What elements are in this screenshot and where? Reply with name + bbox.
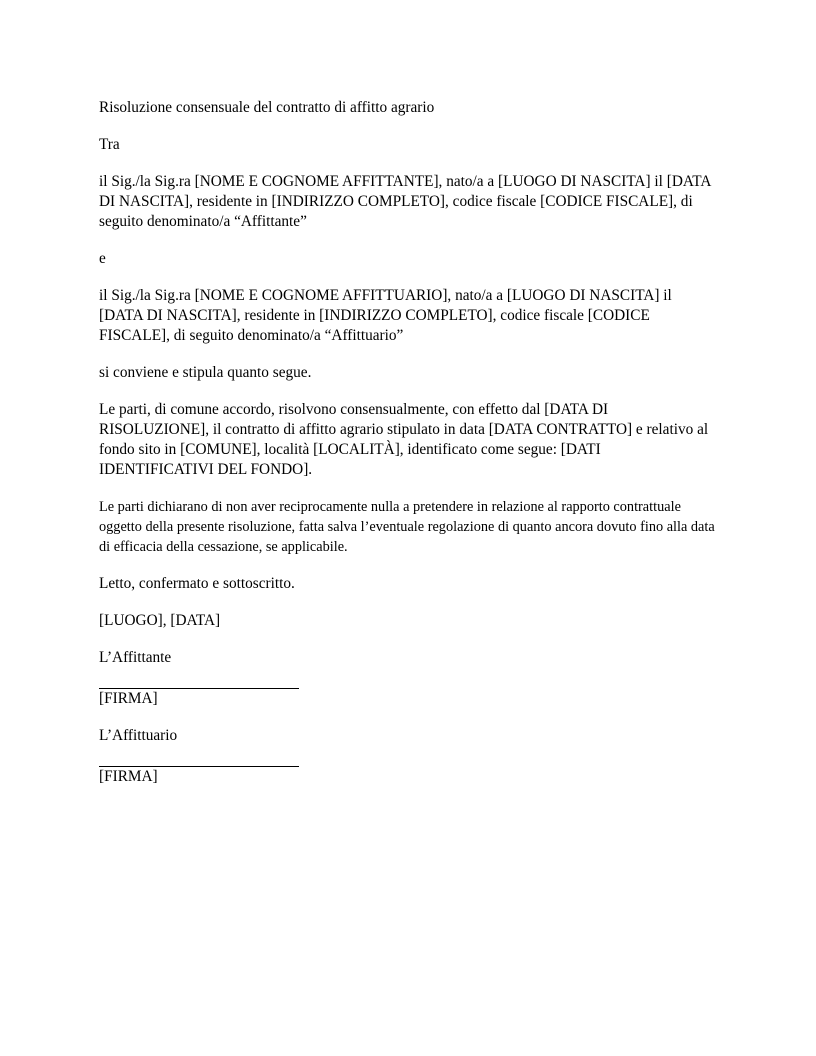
tra-label: Tra [99,136,120,153]
clause-risoluzione: Le parti, di comune accordo, risolvono consensualmente, con effetto dal [DATA DI RISOLUZIONE], il contratto di affitto agrario stipulato in data [DATA CONTRATTO] e relativo al fondo sito in [COMUNE], località [LOCALITÀ], identificato come segue: [DATI IDENTIFICATIVI DEL FONDO]. [99,401,709,478]
closing-statement: Letto, confermato e sottoscritto. [99,575,295,592]
place-date: [LUOGO], [DATA] [99,612,221,629]
document-body [99,98,719,804]
party-affittuario: il Sig./la Sig.ra [NOME E COGNOME AFFITTUARIO], nato/a a [LUOGO DI NASCITA] il [DATA DI NASCITA], residente in [INDIRIZZO COMPLETO], codice fiscale [CODICE FISCALE], di seguito denominato/a “Affittuario” [99,287,672,344]
party-affittante: il Sig./la Sig.ra [NOME E COGNOME AFFITTANTE], nato/a a [LUOGO DI NASCITA] il [DATA DI NASCITA], residente in [INDIRIZZO COMPLETO], codice fiscale [CODICE FISCALE], di seguito denominato/a “Affittante” [99,173,711,230]
signature-block-affittuario [99,726,719,787]
signature-role: L’Affittante [99,649,172,666]
signature-block-affittante [99,648,719,709]
document-title: Risoluzione consensuale del contratto di affitto agrario [99,99,435,116]
conjunction-e: e [99,250,106,267]
signature-line [99,668,299,689]
signature-role: L’Affittuario [99,727,178,744]
signature-placeholder: [FIRMA] [99,768,158,785]
signature-placeholder: [FIRMA] [99,690,158,707]
convene-statement: si conviene e stipula quanto segue. [99,364,312,381]
signature-line [99,746,299,767]
clause-dichiarazione: Le parti dichiarano di non aver reciprocamente nulla a pretendere in relazione al rapporto contrattuale oggetto della presente risoluzione, fatta salva l’eventuale regolazione di quanto ancora dovuto fino alla data di efficacia della cessazione, se applicabile. [99,499,715,555]
